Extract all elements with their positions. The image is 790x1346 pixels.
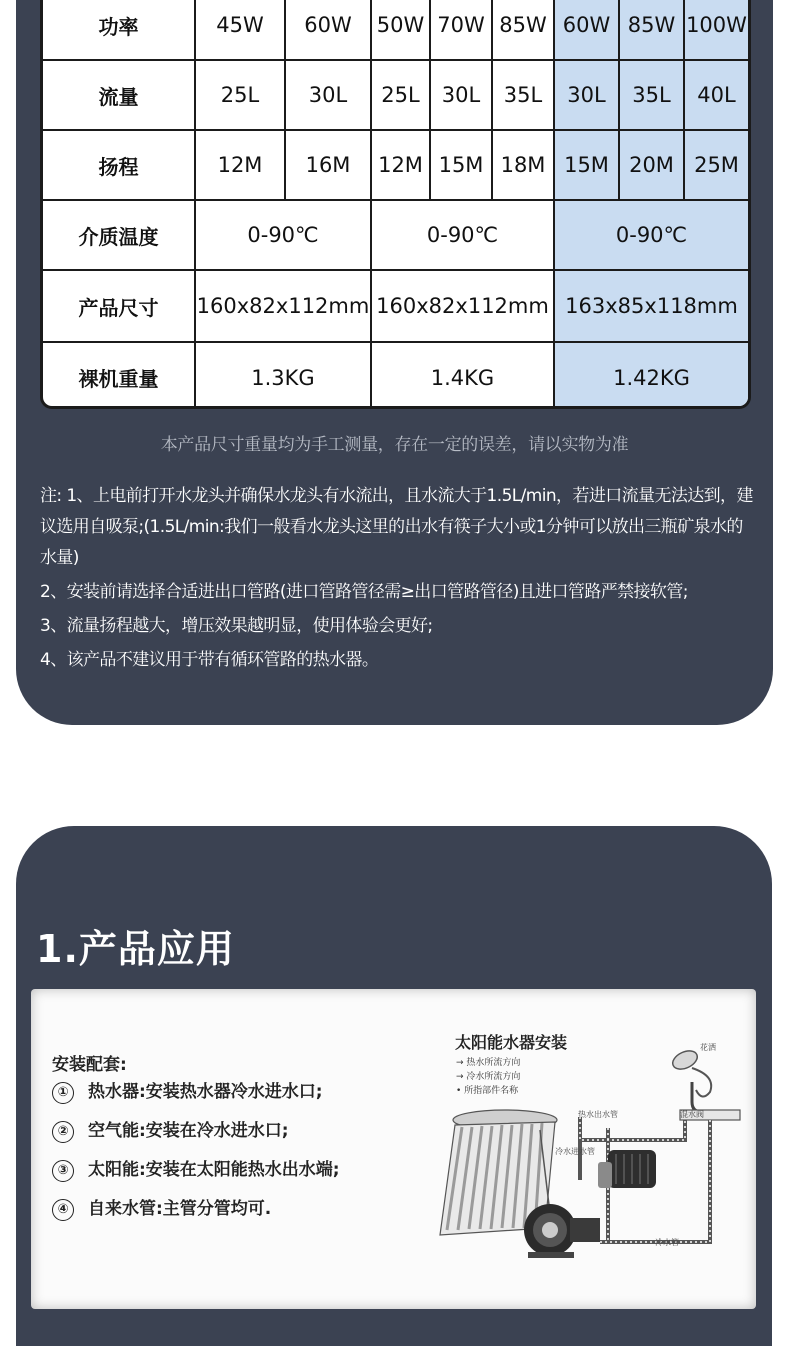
row-label-weight: 裸机重量 [43, 342, 195, 409]
item-number: ④ [52, 1199, 74, 1221]
install-kit-item [52, 1194, 271, 1221]
table-cell: 60W [285, 0, 371, 60]
table-cell: 160x82x112mm [195, 270, 371, 342]
table-cell: 25L [195, 60, 285, 130]
install-kit-title: 安装配套: [52, 1055, 127, 1075]
table-cell: 0-90℃ [371, 200, 554, 270]
table-cell: 25L [371, 60, 430, 130]
install-kit-item [52, 1077, 323, 1104]
table-cell: 40L [684, 60, 748, 130]
install-kit-item [52, 1116, 289, 1143]
table-cell: 70W [430, 0, 492, 60]
table-cell: 25M [684, 130, 748, 200]
table-row [43, 342, 748, 409]
table-cell: 0-90℃ [195, 200, 371, 270]
water-pump-icon [524, 1204, 600, 1258]
table-row [43, 0, 748, 60]
table-cell: 35L [492, 60, 554, 130]
table-cell: 163x85x118mm [554, 270, 748, 342]
table-cell: 50W [371, 0, 430, 60]
row-label-head: 扬程 [43, 130, 195, 200]
item-number: ③ [52, 1160, 74, 1182]
row-label-flow: 流量 [43, 60, 195, 130]
table-cell: 45W [195, 0, 285, 60]
table-cell: 20M [619, 130, 684, 200]
table-cell: 85W [619, 0, 684, 60]
row-label-size: 产品尺寸 [43, 270, 195, 342]
table-cell: 16M [285, 130, 371, 200]
table-cell: 18M [492, 130, 554, 200]
legend-part-name: • 所指部件名称 [456, 1086, 519, 1096]
install-kit-text: 自来水管:主管分管均可. [88, 1199, 272, 1219]
table-cell: 0-90℃ [554, 200, 748, 270]
label-cold-inlet: 冷水进水管 [555, 1147, 595, 1156]
row-label-temperature: 介质温度 [43, 200, 195, 270]
table-cell: 30L [554, 60, 619, 130]
item-number: ② [52, 1121, 74, 1143]
note-item: 3、流量扬程越大，增压效果越明显，使用体验会更好; [40, 616, 433, 636]
table-cell: 30L [430, 60, 492, 130]
table-cell: 85W [492, 0, 554, 60]
label-mixing-valve: 混水阀 [680, 1110, 704, 1119]
measurement-disclaimer: 本产品尺寸重量均为手工测量，存在一定的误差，请以实物为准 [160, 435, 629, 455]
legend-hot-flow: → 热水所流方向 [456, 1058, 521, 1068]
legend-cold-flow: → 冷水所流方向 [456, 1072, 521, 1082]
note-item: 注: 1、上电前打开水龙头并确保水龙头有水流出，且水流大于1.5L/min，若进口流量无法达到，建议选用自吸泵;(1.5L/min:我们一般看水龙头这里的出水有筷子大小或1分钟可以放出三瓶矿泉水的水量) [40, 486, 753, 568]
table-cell: 35L [619, 60, 684, 130]
table-cell: 12M [371, 130, 430, 200]
install-kit-text: 热水器:安装热水器冷水进水口; [88, 1082, 323, 1102]
note-item: 4、该产品不建议用于带有循环管路的热水器。 [40, 650, 379, 670]
table-cell: 1.3KG [195, 342, 371, 409]
label-hot-outlet: 热水出水管 [578, 1110, 618, 1119]
item-number: ① [52, 1082, 74, 1104]
table-cell: 15M [554, 130, 619, 200]
install-kit-text: 空气能:安装在冷水进水口; [88, 1121, 289, 1141]
table-row [43, 200, 748, 270]
table-cell: 30L [285, 60, 371, 130]
spec-table [40, 0, 751, 409]
table-row [43, 130, 748, 200]
note-item: 2、安装前请选择合适进出口管路(进口管路管径需≥出口管路管径)且进口管路严禁接软管; [40, 582, 688, 602]
label-shower: 花洒 [700, 1043, 716, 1052]
table-cell: 15M [430, 130, 492, 200]
table-row [43, 270, 748, 342]
table-cell: 60W [554, 0, 619, 60]
table-cell: 1.42KG [554, 342, 748, 409]
install-kit-item [52, 1155, 340, 1182]
table-row [43, 60, 748, 130]
install-kit-text: 太阳能:安装在太阳能热水出水端; [88, 1160, 340, 1180]
table-cell: 100W [684, 0, 748, 60]
solar-diagram-title: 太阳能水器安装 [455, 1033, 568, 1052]
notes-block [40, 481, 755, 676]
table-cell: 160x82x112mm [371, 270, 554, 342]
shower-icon [670, 1047, 711, 1112]
row-label-power: 功率 [43, 0, 195, 60]
label-cold-pipe: 冷水管 [655, 1238, 679, 1247]
table-cell: 12M [195, 130, 285, 200]
table-cell: 1.4KG [371, 342, 554, 409]
section-title: 1.产品应用 [36, 927, 235, 971]
